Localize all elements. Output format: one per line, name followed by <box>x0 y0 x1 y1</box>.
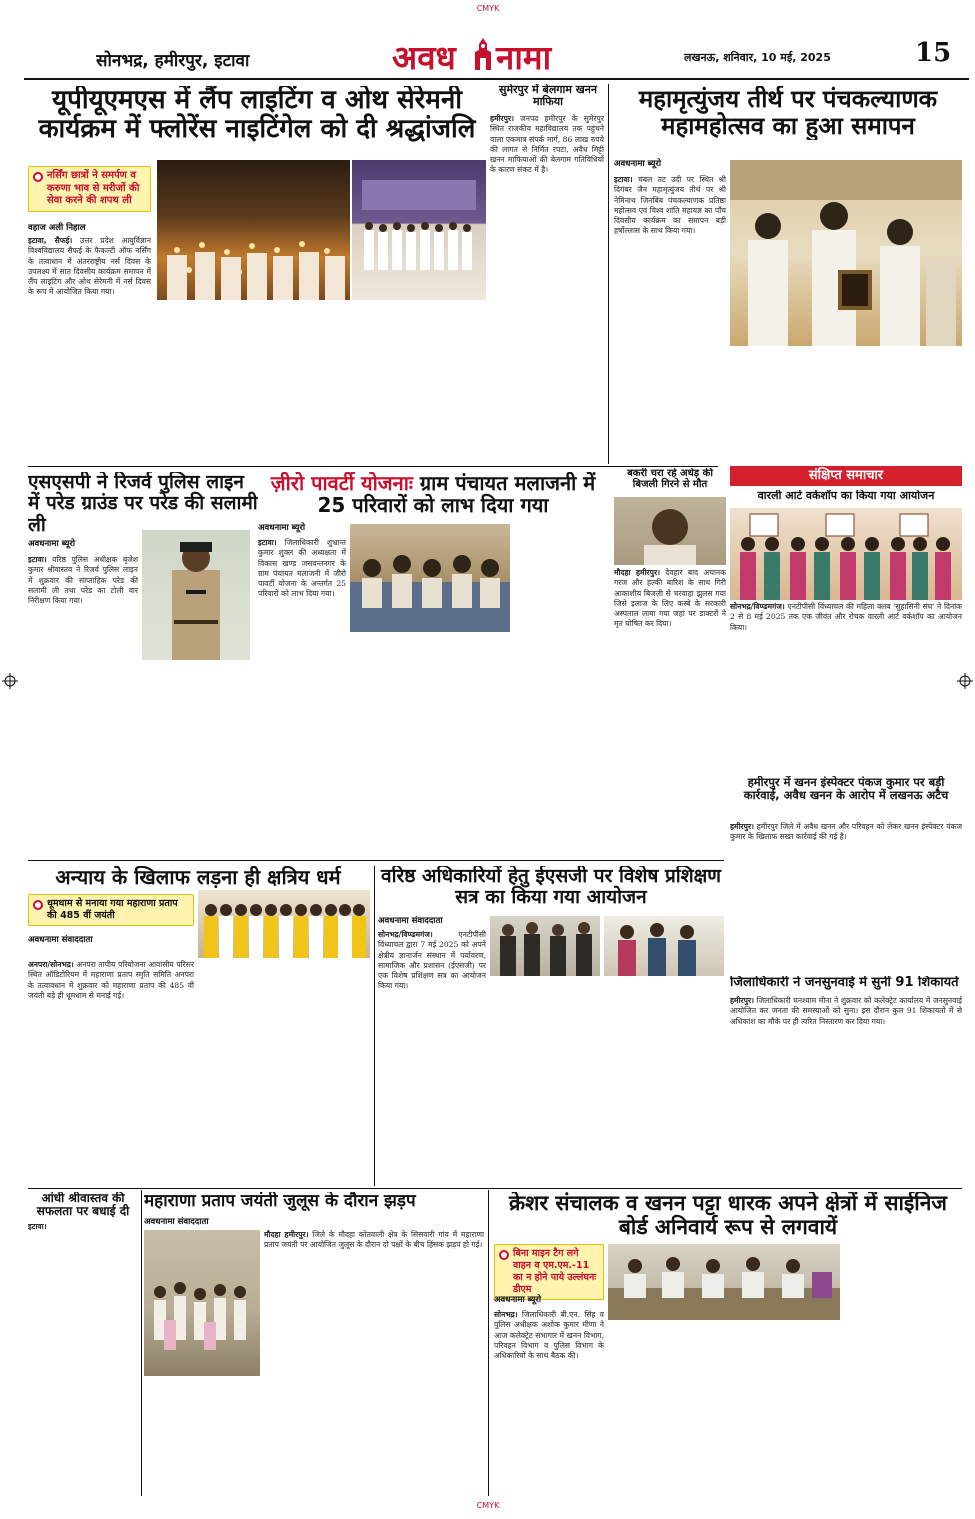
body-pratap-rally-cont <box>144 1380 260 1492</box>
body-zero-poverty-cont2 <box>432 636 514 856</box>
lead-zero-poverty: जिलाधिकारी शुभ्रान्त कुमार शुक्ल की अध्यक्षता में विकास खण्ड जसवन्तनगर के ग्राम पंचायत मलाजनी में जीरो पावर्टी योजना के अन्तर्गत 25 परिवारों को लाभ दिया गया। <box>258 538 346 599</box>
lead-parade: वरिष्ठ पुलिस अधीक्षक बृजेश कुमार श्रीवास्तव ने रिजर्व पुलिस लाइन में शुक्रवार की साप्ताहिक परेड की सलामी ली तथा परेड का टोली वार निरीक्षण किया गया। <box>28 555 138 605</box>
body-mahamrityunjay-cont2 <box>846 350 962 464</box>
column-rule <box>608 84 609 464</box>
headline-storm: आंधी श्रीवास्तव की सफलता पर बधाई दी <box>36 1192 130 1219</box>
body-pratap-rally <box>264 1230 484 1492</box>
body-esg-cont2 <box>604 980 724 1184</box>
photo-lightning-victim <box>614 497 726 565</box>
byline-crusher: अवधनामा ब्यूरो <box>494 1295 542 1305</box>
lead-workshop: एनटीपीसी विंध्याचल की महिला क्लब 'सुहासिनी संघ' ने दिनांक 2 से 8 मई 2025 तक एक जीवंत और रोचक वारली आर्ट वर्कशॉप का आयोजन किया। <box>730 602 962 632</box>
headline-parade: एसएसपी ने रिजर्व पुलिस लाइन में परेड ग्राउंड पर परेड की सलामी ली <box>28 472 258 536</box>
body-storm <box>28 1222 138 1492</box>
lead-crusher: जिलाधिकारी बी.एन. सिंह व पुलिस अधीक्षक अशोक कुमार मीणा ने आज कलेक्ट्रेट सभागार में खनन विभाग, परिवहन विभाग व पुलिस विभाग के अधिकारियों के साथ बैठक की। <box>494 1310 604 1360</box>
section-brief-news: संक्षिप्त समाचार <box>730 466 962 486</box>
photo-mahamrityunjay <box>730 160 962 346</box>
body-janata-darshan <box>730 996 962 1172</box>
photo-parade-officer <box>142 530 250 660</box>
body-esg <box>378 930 486 1184</box>
headline-zero-poverty-red: ज़ीरो पावर्टी योजनाः <box>270 472 413 495</box>
cmyk-mark-bottom: CMYK <box>476 1501 500 1510</box>
column-rule <box>488 1190 489 1496</box>
headline-mahamrityunjay: महामृत्युंजय तीर्थ पर पंचकल्याणक महामहोत्सव का हुआ समापन <box>638 86 938 140</box>
tag-text: बिना माइन टैग लगे वाहन व एम.एम.-11 का न होने पाये उल्लंघनः डीएम <box>513 1248 597 1295</box>
tag-crusher <box>494 1244 604 1300</box>
tag-text: धूमधाम से मनाया गया महाराणा प्रताप की 485 वीं जयंती <box>47 898 178 921</box>
registration-mark-icon <box>2 673 18 689</box>
lead-sumerpur: जनपद हमीरपुर के सुमेरपुर स्थित राजकीय महाविद्यालय तक पहुंचने वाला एकमात्र संपर्क मार्ग, 86 लाख रुपये की लागत से निर्मित रपटा, अवैध मिट्टी खनन माफियाओं की बेलगाम गतिविधियों के कारण संकट में है। <box>490 114 604 175</box>
body-sumerpur <box>490 114 604 459</box>
logo-emblem-icon <box>472 36 494 72</box>
byline-kshatriya: अवधनामा संवाददाता <box>28 935 93 945</box>
bullet-icon <box>499 1250 509 1260</box>
body-zero-poverty-cont3 <box>518 524 606 856</box>
byline-mahamrityunjay: अवधनामा ब्यूरो <box>614 159 662 169</box>
logo-right: नामा <box>496 38 552 77</box>
photo-crusher-meeting <box>608 1244 840 1320</box>
body-nightingale-cont1 <box>157 302 250 462</box>
photo-zero-poverty-meeting <box>350 524 510 632</box>
headline-crusher: क्रेशर संचालक व खनन पट्टा धारक अपने क्षेत्रों में साईनिज बोर्ड अनिवार्य रूप से लगवायें <box>509 1192 947 1239</box>
lead-lightning: देवहार बाद अचानक गरज और हल्की बारिश के साथ गिरी आकाशीय बिजली से चरवाहा झुलस गया जिसे इलाज के लिए कस्बे के सरकारी अस्पताल लाया गया जहां पर डाक्टरों ने मृत घोषित कर दिया। <box>614 568 726 629</box>
lead-kshatriya: अनपरा तापीय परियोजना आवासीय परिसर स्थित ऑडिटोरियम में महाराणा प्रताप स्मृति समिति अनपरा के तत्वावधान में शुक्रवार को महाराणा प्रताप की 485 वीं जयंती बड़े ही धूमधाम से मनाई गई। <box>28 960 194 1000</box>
body-nightingale-cont3 <box>352 302 486 462</box>
bullet-icon <box>33 172 43 182</box>
body-esg-cont1 <box>490 980 600 1184</box>
byline-parade: अवधनामा ब्यूरो <box>28 539 76 549</box>
masthead-rule <box>24 78 969 80</box>
dateline-nightingale: इटावा, सैफई। <box>28 236 73 245</box>
body-workshop <box>730 602 962 774</box>
lead-mahamrityunjay: चंबल तट उदी पर स्थित श्री दिगंबर जैन महामृत्युंजय तीर्थ पर श्री नेमिनाथ जिनबिंब पंचकल्याणक प्रतिष्ठा महोत्सव एवं विश्व शांति महायज्ञ का पाँच दिवसीय कार्यक्रम का समापन बड़ी हर्षोल्लास के साथ किया गया। <box>614 175 726 236</box>
dateline-mahamrityunjay: इटावा। <box>614 175 633 184</box>
body-zero-poverty <box>258 538 346 854</box>
photo-nightingale-stage <box>352 160 486 300</box>
section-rule <box>28 860 724 861</box>
headline-pratap-rally: महाराणा प्रताप जयंती जुलूस के दौरान झड़प <box>144 1192 416 1211</box>
tag-kshatriya <box>28 894 194 926</box>
masthead-dateline: लखनऊ, शनिवार, 10 मई, 2025 <box>684 51 831 64</box>
lead-pratap-rally: जिले के मौदहा कोतवाली क्षेत्र के सिसवारी गांव में महाराणा प्रताप जयंती पर आयोजित जुलूस के दौरान दो पक्षों के बीच हिंसक झड़प हो गई। <box>264 1230 484 1250</box>
masthead-logo <box>392 34 582 80</box>
dateline-parade: इटावा। <box>28 555 47 564</box>
lead-nightingale: उत्तर प्रदेश आयुर्विज्ञान विश्वविद्यालय सैफई के फैकल्टी ऑफ नर्सिंग के तत्वाधान में अंतरराष्ट्रीय नर्स दिवस के उपलक्ष्य में सात दिवसीय कार्यक्रम समापन में लैंप लाइटिंग और ओथ सेरेमनी में नर्स दिवस के रूप में आयोजित किया गया। <box>28 236 151 297</box>
lead-inspector: हमीरपुर जिले में अवैध खनन और परिवहन को लेकर खनन इंस्पेक्टर पंकज कुमार के खिलाफ सख्त कार्रवाई की गई है। <box>730 822 962 842</box>
headline-nightingale: यूपीयूएमएस में लैंप लाइटिंग व ओथ सेरेमनी कार्यक्रम में फ्लोरेंस नाइटिंगेल को दी श्रद्धांजलि <box>38 86 476 145</box>
dateline-workshop: सोनभद्र/विण्ढमगंज। <box>730 602 785 611</box>
headline-sumerpur: सुमेरपुर में बेलगाम खनन माफिया <box>499 84 597 109</box>
body-mahamrityunjay-cont1 <box>730 350 842 464</box>
body-inspector <box>730 822 962 972</box>
logo-left: अवध <box>392 38 456 77</box>
body-crusher-cont2 <box>724 1324 840 1492</box>
body-zero-poverty-cont1 <box>350 636 430 856</box>
cmyk-mark-top: CMYK <box>476 4 500 13</box>
dateline-inspector: हमीरपुर। <box>730 822 754 831</box>
lead-janata-darshan: जिलाधिकारी घनश्याम मीना ने शुक्रवार को कलेक्ट्रेट कार्यालय में जनसुनवाई आयोजित कर जनता की समस्याओं को सुना। इस दौरान कुल 91 शिकायतों में से अधिकांश का मौके पर ही त्वरित निस्तारण कर दिया गया। <box>730 996 962 1026</box>
lead-esg: एनटीपीसी विंध्याचल द्वारा 7 मई 2025 को अपने क्षेत्रीय ज्ञानार्जन संस्थान में पर्यावरण, सामाजिक और प्रशासन (ईएसजी) पर एक विशेष प्रशिक्षण सत्र का आयोजन किया गया। <box>378 930 486 991</box>
photo-pratap-rally <box>144 1230 260 1376</box>
body-crusher-cont3 <box>844 1244 962 1492</box>
headline-zero-poverty-main: ग्राम पंचायत मलाजनी में 25 परिवारों को लाभ दिया गया <box>317 472 596 517</box>
headline-lightning: बकरी चरा रहे अधेड़ की बिजली गिरने से मौत <box>627 468 713 491</box>
bullet-icon <box>33 900 43 910</box>
body-mahamrityunjay <box>614 175 726 463</box>
section-rule <box>28 466 718 467</box>
body-kshatriya <box>28 960 194 1184</box>
photo-esg-lamp <box>490 916 600 976</box>
page-number: 15 <box>915 38 952 68</box>
dateline-sumerpur: हमीरपुर। <box>490 114 514 123</box>
byline-esg: अवधनामा संवाददाता <box>378 916 443 926</box>
body-nightingale-cont2 <box>253 302 350 462</box>
headline-kshatriya: अन्याय के खिलाफ लड़ना ही क्षत्रिय धर्म <box>55 866 341 889</box>
body-nightingale <box>28 236 151 461</box>
dateline-esg: सोनभद्र/विण्ढमगंज। <box>378 930 433 939</box>
body-parade-cont <box>142 664 250 854</box>
body-crusher-cont1 <box>608 1324 720 1492</box>
headline-janata-darshan: जिलाधिकारी ने जनसुनवाई में सुनीं 91 शिकायतें <box>730 976 959 990</box>
headline-esg: वरिष्ठ अधिकारियों हेतु ईएसजी पर विशेष प्रशिक्षण सत्र का किया गया आयोजन <box>381 866 721 909</box>
photo-esg-dignitaries <box>604 916 724 976</box>
photo-workshop <box>730 508 962 600</box>
column-rule <box>141 1190 142 1496</box>
photo-kshatriya-gathering <box>198 890 370 958</box>
subhead-workshop: वारली आर्ट वर्कशॉप का किया गया आयोजन <box>757 490 935 502</box>
section-rule <box>28 1188 962 1189</box>
tag-nightingale <box>28 166 151 212</box>
headline-inspector: हमीरपुर में खनन इंस्पेक्टर पंकज कुमार पर बड़ी कार्रवाई, अवैध खनन के आरोप में लखनऊ अटैच <box>743 776 949 802</box>
body-kshatriya-cont <box>198 960 370 1184</box>
photo-nightingale-candles <box>157 160 350 300</box>
headline-zero-poverty <box>258 472 608 517</box>
dateline-kshatriya: अनपरा/सोनभद्र। <box>28 960 74 969</box>
tag-text: नर्सिंग छात्रों ने समर्पण व करुणा भाव से मरीजों की सेवा करने की शपथ ली <box>47 170 140 206</box>
dateline-crusher: सोनभद्र। <box>494 1310 518 1319</box>
body-lightning <box>614 568 726 856</box>
dateline-zero-poverty: इटावा। <box>258 538 277 547</box>
dateline-pratap-rally: मौदहा हमीरपुर। <box>264 1230 309 1239</box>
dateline-janata-darshan: हमीरपुर। <box>730 996 754 1005</box>
body-crusher <box>494 1310 604 1492</box>
dateline-storm: इटावा। <box>28 1222 47 1231</box>
byline-zero-poverty: अवधनामा ब्यूरो <box>258 523 306 533</box>
dateline-lightning: मौदहा हमीरपुर। <box>614 568 660 577</box>
body-parade <box>28 555 138 855</box>
column-rule <box>374 866 375 1186</box>
byline-nightingale: वहाज अली निहाल <box>28 223 86 233</box>
edition-label: सोनभद्र, हमीरपुर, इटावा <box>96 51 250 71</box>
byline-pratap-rally: अवधनामा संवाददाता <box>144 1217 209 1227</box>
